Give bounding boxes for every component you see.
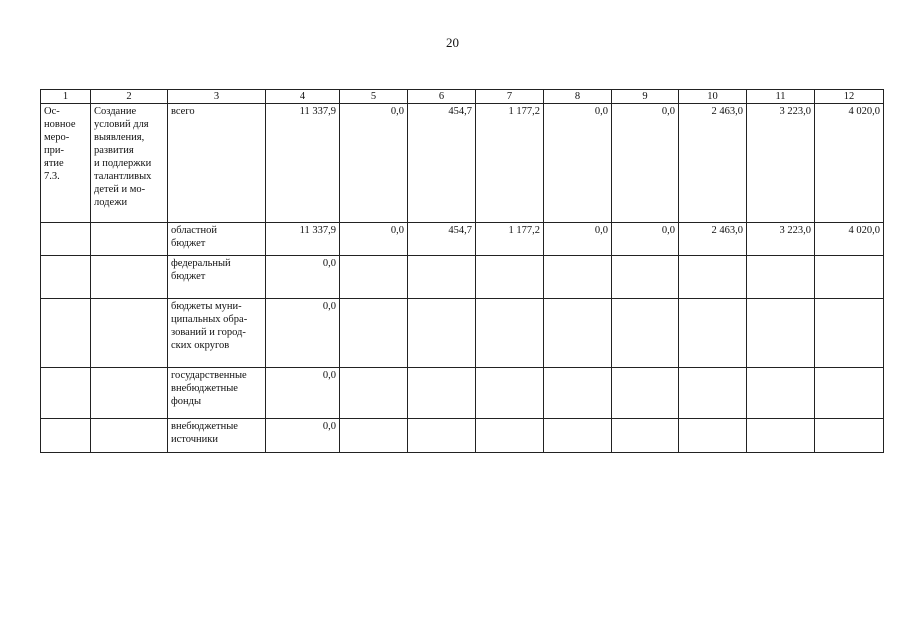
funding-source-cell: государственные внебюджетные фонды xyxy=(168,368,266,419)
event-name-cell xyxy=(91,299,168,368)
column-header: 8 xyxy=(544,90,612,104)
value-cell xyxy=(476,368,544,419)
value-cell xyxy=(747,299,815,368)
column-header: 3 xyxy=(168,90,266,104)
value-cell xyxy=(544,419,612,453)
value-cell: 11 337,9 xyxy=(266,223,340,256)
event-name-cell xyxy=(91,223,168,256)
column-header: 7 xyxy=(476,90,544,104)
value-cell: 454,7 xyxy=(408,223,476,256)
column-header: 5 xyxy=(340,90,408,104)
event-name-cell xyxy=(91,256,168,299)
event-number-cell xyxy=(41,368,91,419)
value-cell xyxy=(612,256,679,299)
table-row xyxy=(41,104,884,223)
value-cell xyxy=(679,299,747,368)
value-cell xyxy=(544,299,612,368)
value-cell xyxy=(679,419,747,453)
value-cell: 3 223,0 xyxy=(747,104,815,223)
value-cell: 1 177,2 xyxy=(476,223,544,256)
value-cell xyxy=(679,368,747,419)
event-number-cell: Ос- новное меро- при- ятие 7.3. xyxy=(41,104,91,223)
column-header: 1 xyxy=(41,90,91,104)
column-header: 6 xyxy=(408,90,476,104)
value-cell xyxy=(544,256,612,299)
event-number-cell xyxy=(41,419,91,453)
value-cell xyxy=(408,299,476,368)
value-cell xyxy=(476,299,544,368)
table-row xyxy=(41,223,884,256)
value-cell: 4 020,0 xyxy=(815,104,884,223)
table-row xyxy=(41,299,884,368)
value-cell: 0,0 xyxy=(266,299,340,368)
value-cell: 0,0 xyxy=(266,256,340,299)
value-cell: 0,0 xyxy=(612,223,679,256)
value-cell xyxy=(544,368,612,419)
value-cell: 0,0 xyxy=(612,104,679,223)
page-number: 20 xyxy=(446,35,459,50)
value-cell xyxy=(679,256,747,299)
event-name-cell: Создание условий для выявления, развития и подлержки талантливых детей и мо- лодежи xyxy=(91,104,168,223)
value-cell xyxy=(476,256,544,299)
event-name-cell xyxy=(91,419,168,453)
header-row xyxy=(41,90,884,104)
column-header: 2 xyxy=(91,90,168,104)
funding-source-cell: всего xyxy=(168,104,266,223)
value-cell xyxy=(340,256,408,299)
value-cell xyxy=(747,419,815,453)
value-cell xyxy=(815,419,884,453)
value-cell xyxy=(340,299,408,368)
value-cell: 0,0 xyxy=(340,104,408,223)
value-cell: 2 463,0 xyxy=(679,104,747,223)
column-header: 12 xyxy=(815,90,884,104)
value-cell xyxy=(408,256,476,299)
funding-source-cell: областной бюджет xyxy=(168,223,266,256)
table-body xyxy=(41,104,884,453)
value-cell xyxy=(815,368,884,419)
value-cell xyxy=(815,256,884,299)
value-cell xyxy=(408,368,476,419)
value-cell: 0,0 xyxy=(544,223,612,256)
column-header: 10 xyxy=(679,90,747,104)
event-number-cell xyxy=(41,299,91,368)
value-cell xyxy=(476,419,544,453)
event-number-cell xyxy=(41,223,91,256)
value-cell xyxy=(747,368,815,419)
value-cell: 1 177,2 xyxy=(476,104,544,223)
value-cell: 0,0 xyxy=(266,368,340,419)
column-header: 4 xyxy=(266,90,340,104)
funding-source-cell: бюджеты муни- ципальных обра- зований и город- ских округов xyxy=(168,299,266,368)
value-cell: 0,0 xyxy=(544,104,612,223)
table-row xyxy=(41,419,884,453)
table-row xyxy=(41,256,884,299)
value-cell: 3 223,0 xyxy=(747,223,815,256)
column-header: 9 xyxy=(612,90,679,104)
value-cell xyxy=(612,419,679,453)
event-name-cell xyxy=(91,368,168,419)
value-cell: 2 463,0 xyxy=(679,223,747,256)
funding-source-cell: внебюджетные источники xyxy=(168,419,266,453)
value-cell: 0,0 xyxy=(340,223,408,256)
budget-table xyxy=(40,89,884,453)
event-number-cell xyxy=(41,256,91,299)
value-cell xyxy=(612,368,679,419)
value-cell: 454,7 xyxy=(408,104,476,223)
value-cell: 0,0 xyxy=(266,419,340,453)
table-row xyxy=(41,368,884,419)
value-cell: 4 020,0 xyxy=(815,223,884,256)
value-cell xyxy=(340,368,408,419)
value-cell xyxy=(612,299,679,368)
value-cell xyxy=(340,419,408,453)
value-cell xyxy=(815,299,884,368)
value-cell: 11 337,9 xyxy=(266,104,340,223)
funding-source-cell: федеральный бюджет xyxy=(168,256,266,299)
value-cell xyxy=(408,419,476,453)
column-header: 11 xyxy=(747,90,815,104)
value-cell xyxy=(747,256,815,299)
